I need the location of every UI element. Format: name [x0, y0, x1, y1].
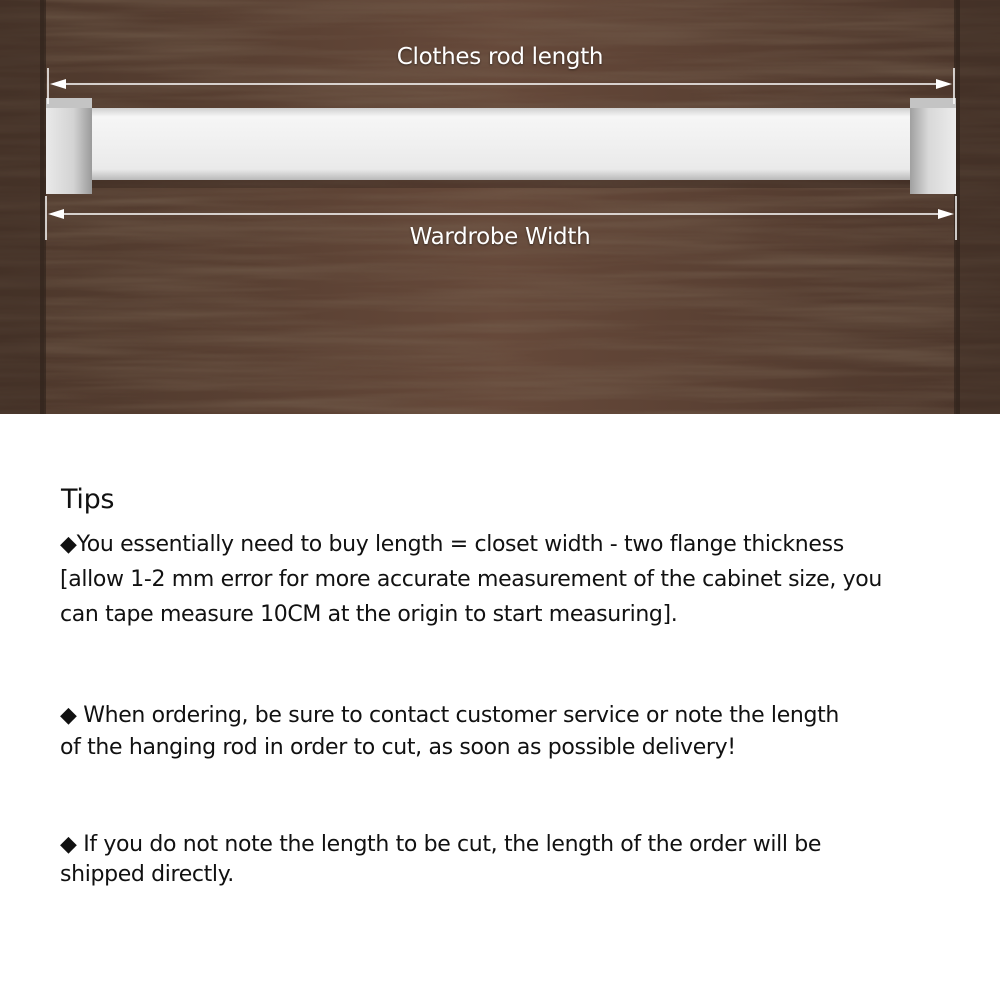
clothes-rod-length-label: Clothes rod length [396, 44, 604, 70]
tips-section [60, 484, 960, 890]
left-flange [46, 98, 92, 194]
tip-item-1: ◆You essentially need to buy length = closet width - two flange thickness [allow 1-2 mm error for more accurate measurement of the cabinet size, you can tape measure 10CM at the origin to start measuring]. [60, 532, 882, 627]
clothes-rod [88, 108, 914, 180]
wardrobe-width-label: Wardrobe Width [409, 224, 591, 250]
tips-title: Tips [61, 484, 115, 515]
tip-item-3: ◆ If you do not note the length to be cut, the length of the order will be shipped directly. [60, 832, 822, 887]
wardrobe-photo [0, 0, 1000, 414]
tip-item-2: ◆ When ordering, be sure to contact customer service or note the length of the hanging rod in order to cut, as soon as possible delivery! [60, 703, 839, 760]
right-flange [910, 98, 956, 194]
